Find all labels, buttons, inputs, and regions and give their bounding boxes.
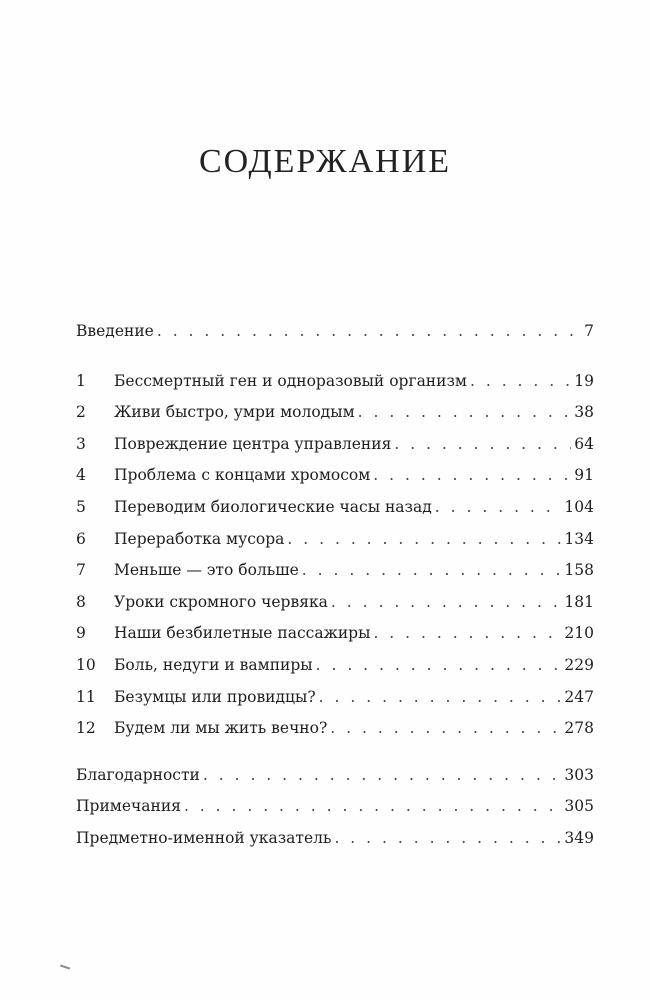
chapter-page: 229: [564, 655, 594, 674]
table-of-contents: [76, 316, 594, 855]
chapter-title: Проблема с концами хромосом: [114, 466, 371, 485]
chapter-number: 10: [76, 655, 96, 674]
chapter-page: 104: [564, 497, 594, 516]
toc-chapter: [76, 618, 594, 650]
toc-entry-label: Примечания: [76, 797, 181, 816]
toc-entry-label: Предметно-именной указатель: [76, 828, 332, 847]
chapter-number: 6: [76, 529, 86, 548]
dot-leader: [316, 650, 562, 682]
toc-entry-page: 303: [564, 765, 594, 784]
dot-leader: [330, 713, 561, 745]
chapter-page: 19: [574, 371, 594, 390]
chapter-page: 181: [564, 592, 594, 611]
dot-leader: [287, 524, 561, 556]
toc-chapter: [76, 366, 594, 398]
section-spacer: [76, 745, 594, 760]
toc-entry-page: 349: [564, 828, 594, 847]
page-title: СОДЕРЖАНИЕ: [198, 143, 452, 180]
chapter-page: 91: [574, 466, 594, 485]
dot-leader: [302, 555, 562, 587]
toc-entry-label: Введение: [76, 322, 154, 340]
toc-chapter: [76, 650, 594, 682]
dot-leader: [394, 429, 571, 461]
toc-chapter: [76, 555, 594, 587]
toc-entry-acknowledgements: [76, 760, 594, 792]
chapter-title: Живи быстро, умри молодым: [114, 403, 355, 422]
page-smudge-mark: [60, 965, 70, 970]
chapter-title: Бессмертный ген и одноразовый организм: [114, 371, 467, 390]
toc-chapter: [76, 713, 594, 745]
dot-leader: [358, 397, 572, 429]
dot-leader: [435, 492, 562, 524]
chapter-page: 64: [574, 434, 594, 453]
chapter-title: Повреждение центра управления: [114, 434, 392, 453]
dot-leader: [184, 791, 561, 823]
toc-entry-notes: [76, 791, 594, 823]
chapter-title: Меньше — это больше: [114, 561, 299, 580]
chapter-title: Будем ли мы жить вечно?: [114, 719, 328, 738]
chapter-number: 7: [76, 561, 86, 580]
dot-leader: [373, 618, 561, 650]
dot-leader: [334, 823, 561, 855]
chapter-title: Безумцы или провидцы?: [114, 687, 316, 706]
dot-leader: [319, 682, 562, 714]
chapter-title: Переработка мусора: [114, 529, 285, 548]
toc-chapter: [76, 524, 594, 556]
chapter-page: 158: [564, 561, 594, 580]
toc-entry-page: 305: [564, 797, 594, 816]
chapter-number: 5: [76, 497, 86, 516]
chapter-number: 3: [76, 434, 86, 453]
toc-chapter: [76, 429, 594, 461]
toc-entry-index: [76, 823, 594, 855]
toc-chapter: [76, 397, 594, 429]
chapter-number: 2: [76, 403, 86, 422]
chapter-page: 38: [574, 403, 594, 422]
dot-leader: [331, 587, 562, 619]
toc-entry-label: Благодарности: [76, 765, 200, 784]
dot-leader: [203, 760, 562, 792]
toc-chapter: [76, 492, 594, 524]
chapter-title: Наши безбилетные пассажиры: [114, 624, 371, 643]
toc-chapter: [76, 460, 594, 492]
chapter-number: 11: [76, 687, 96, 706]
chapter-number: 9: [76, 624, 86, 643]
toc-chapter: [76, 587, 594, 619]
chapter-page: 210: [564, 624, 594, 643]
dot-leader: [470, 366, 571, 398]
dot-leader: [373, 460, 571, 492]
chapter-title: Переводим биологические часы назад: [114, 497, 432, 516]
chapter-title: Уроки скромного червяка: [114, 592, 328, 611]
chapter-page: 134: [564, 529, 594, 548]
chapter-page: 278: [564, 719, 594, 738]
chapter-number: 8: [76, 592, 86, 611]
toc-chapter: [76, 682, 594, 714]
toc-entry-introduction: [76, 316, 594, 348]
chapter-number: 4: [76, 466, 86, 485]
section-spacer: [76, 348, 594, 366]
chapter-number: 1: [76, 371, 86, 390]
chapter-number: 12: [76, 719, 96, 738]
chapter-title: Боль, недуги и вампиры: [114, 655, 313, 674]
chapter-page: 247: [564, 687, 594, 706]
dot-leader: [157, 316, 581, 348]
toc-entry-page: 7: [584, 322, 594, 340]
